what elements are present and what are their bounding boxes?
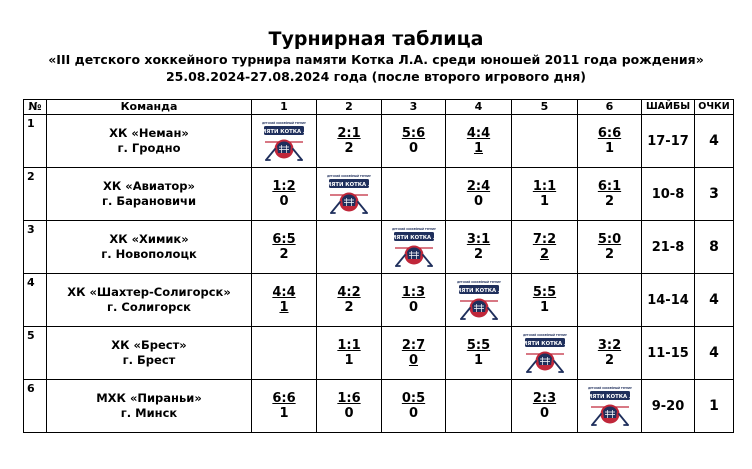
match-score: 0:5 xyxy=(401,391,426,406)
match-result xyxy=(446,338,511,368)
match-cell xyxy=(252,221,317,274)
header-num: № xyxy=(24,100,47,115)
svg-text:ПАМЯТИ КОТКА Л.А.: ПАМЯТИ КОТКА Л.А. xyxy=(446,288,511,294)
table-row xyxy=(24,115,734,168)
team-cell xyxy=(47,327,252,380)
match-result xyxy=(446,232,511,262)
goals-cell: 14-14 xyxy=(642,274,695,327)
match-result xyxy=(317,391,381,421)
match-points: 0 xyxy=(279,194,289,209)
match-cell xyxy=(578,168,642,221)
match-cell xyxy=(578,274,642,327)
row-number: 5 xyxy=(24,327,47,380)
match-score: 1:3 xyxy=(401,285,426,300)
points-cell: 3 xyxy=(695,168,734,221)
match-points: 0 xyxy=(408,141,419,156)
match-cell xyxy=(512,274,578,327)
match-result xyxy=(252,391,316,421)
svg-text:ПАМЯТИ КОТКА Л.А.: ПАМЯТИ КОТКА Л.А. xyxy=(512,341,577,347)
match-points: 0 xyxy=(539,406,550,421)
match-score: 1:1 xyxy=(532,179,557,194)
header-col-2: 2 xyxy=(317,100,382,115)
match-result xyxy=(317,338,381,368)
team-city: г. Барановичи xyxy=(101,194,197,208)
team-name: ХК «Авиатор» xyxy=(103,179,195,193)
match-cell xyxy=(512,380,578,433)
svg-text:ПАМЯТИ КОТКА Л.А.: ПАМЯТИ КОТКА Л.А. xyxy=(577,394,642,400)
match-result xyxy=(512,285,577,315)
team-name: ХК «Химик» xyxy=(109,232,189,246)
self-cell-logo xyxy=(382,221,446,274)
match-result xyxy=(446,179,511,209)
match-points: 1 xyxy=(539,194,550,209)
match-score: 7:2 xyxy=(532,232,557,247)
match-points: 2 xyxy=(604,194,615,209)
svg-text:ДЕТСКИЙ ХОККЕЙНЫЙ ТУРНИР: ДЕТСКИЙ ХОККЕЙНЫЙ ТУРНИР xyxy=(262,122,306,125)
match-result xyxy=(382,126,445,156)
team-cell xyxy=(47,115,252,168)
match-points: 2 xyxy=(473,247,484,262)
match-result xyxy=(317,285,381,315)
match-cell xyxy=(252,168,317,221)
match-result xyxy=(252,179,316,209)
match-score: 1:6 xyxy=(337,391,361,406)
match-cell xyxy=(512,115,578,168)
table-row xyxy=(24,168,734,221)
match-cell xyxy=(446,380,512,433)
match-result xyxy=(252,232,316,262)
match-score: 1:1 xyxy=(337,338,361,353)
header-col-4: 4 xyxy=(446,100,512,115)
table-row xyxy=(24,380,734,433)
match-points: 0 xyxy=(408,406,419,421)
row-number: 3 xyxy=(24,221,47,274)
svg-text:ДЕТСКИЙ ХОККЕЙНЫЙ ТУРНИР: ДЕТСКИЙ ХОККЕЙНЫЙ ТУРНИР xyxy=(587,387,632,390)
match-points: 0 xyxy=(408,300,419,315)
match-score: 3:1 xyxy=(466,232,491,247)
goals-cell: 11-15 xyxy=(642,327,695,380)
match-result xyxy=(512,179,577,209)
match-points: 0 xyxy=(344,406,354,421)
match-result xyxy=(382,285,445,315)
goals-cell: 17-17 xyxy=(642,115,695,168)
match-cell xyxy=(317,274,382,327)
match-points: 1 xyxy=(604,141,615,156)
svg-text:ДЕТСКИЙ ХОККЕЙНЫЙ ТУРНИР: ДЕТСКИЙ ХОККЕЙНЫЙ ТУРНИР xyxy=(522,334,567,337)
team-city: г. Брест xyxy=(122,353,176,367)
self-cell-logo xyxy=(252,115,317,168)
team-cell xyxy=(47,221,252,274)
table-header-row xyxy=(24,100,734,115)
match-score: 2:4 xyxy=(466,179,491,194)
team-cell xyxy=(47,380,252,433)
match-result xyxy=(382,338,445,368)
points-cell: 8 xyxy=(695,221,734,274)
match-score: 4:4 xyxy=(272,285,296,300)
header-col-6: 6 xyxy=(578,100,642,115)
match-cell xyxy=(578,221,642,274)
match-result xyxy=(317,126,381,156)
header-col-3: 3 xyxy=(382,100,446,115)
page-title: Турнирная таблица xyxy=(268,28,484,50)
match-cell xyxy=(382,380,446,433)
match-score: 6:1 xyxy=(597,179,622,194)
goals-cell: 10-8 xyxy=(642,168,695,221)
self-cell-logo xyxy=(578,380,642,433)
team-cell xyxy=(47,168,252,221)
standings-table xyxy=(23,99,734,433)
match-points: 1 xyxy=(473,353,484,368)
row-number: 1 xyxy=(24,115,47,168)
match-cell xyxy=(317,221,382,274)
match-cell xyxy=(252,327,317,380)
match-points: 0 xyxy=(473,194,484,209)
match-result xyxy=(578,338,641,368)
match-score: 6:6 xyxy=(597,126,622,141)
team-city: г. Солигорск xyxy=(107,300,191,314)
match-score: 1:2 xyxy=(272,179,296,194)
match-points: 1 xyxy=(279,300,289,315)
match-points: 2 xyxy=(604,247,615,262)
match-score: 4:2 xyxy=(337,285,361,300)
svg-text:ПАМЯТИ КОТКА Л.А.: ПАМЯТИ КОТКА Л.А. xyxy=(381,235,446,241)
match-cell xyxy=(446,327,512,380)
points-cell: 1 xyxy=(695,380,734,433)
match-score: 2:3 xyxy=(532,391,557,406)
goals-cell: 21-8 xyxy=(642,221,695,274)
row-number: 4 xyxy=(24,274,47,327)
match-cell xyxy=(252,380,317,433)
header-col-1: 1 xyxy=(252,100,317,115)
match-score: 5:5 xyxy=(532,285,557,300)
match-points: 1 xyxy=(539,300,550,315)
match-result xyxy=(446,126,511,156)
tournament-logo-icon xyxy=(512,330,577,376)
match-cell xyxy=(446,115,512,168)
match-score: 5:5 xyxy=(466,338,491,353)
match-cell xyxy=(578,327,642,380)
team-city: г. Новополоцк xyxy=(101,247,197,261)
team-name: ХК «Неман» xyxy=(109,126,189,140)
table-row xyxy=(24,327,734,380)
points-cell: 4 xyxy=(695,327,734,380)
row-number: 6 xyxy=(24,380,47,433)
match-score: 6:6 xyxy=(272,391,296,406)
table-row xyxy=(24,274,734,327)
match-score: 5:6 xyxy=(401,126,426,141)
header-points: ОЧКИ xyxy=(695,100,734,115)
match-points: 2 xyxy=(344,141,354,156)
points-cell: 4 xyxy=(695,115,734,168)
svg-text:ДЕТСКИЙ ХОККЕЙНЫЙ ТУРНИР: ДЕТСКИЙ ХОККЕЙНЫЙ ТУРНИР xyxy=(391,228,436,231)
match-points: 0 xyxy=(408,353,419,368)
tournament-logo-icon xyxy=(446,277,511,323)
match-cell xyxy=(446,221,512,274)
self-cell-logo xyxy=(317,168,382,221)
points-cell: 4 xyxy=(695,274,734,327)
match-cell xyxy=(382,274,446,327)
match-points: 2 xyxy=(604,353,615,368)
match-score: 6:5 xyxy=(272,232,296,247)
match-cell xyxy=(252,274,317,327)
match-score: 4:4 xyxy=(466,126,491,141)
match-points: 2 xyxy=(279,247,289,262)
match-score: 2:7 xyxy=(401,338,426,353)
match-cell xyxy=(512,221,578,274)
svg-text:ДЕТСКИЙ ХОККЕЙНЫЙ ТУРНИР: ДЕТСКИЙ ХОККЕЙНЫЙ ТУРНИР xyxy=(456,281,501,284)
tournament-logo-icon xyxy=(252,118,316,164)
match-cell xyxy=(382,327,446,380)
match-cell xyxy=(382,168,446,221)
match-cell xyxy=(382,115,446,168)
match-cell xyxy=(512,168,578,221)
match-points: 1 xyxy=(279,406,289,421)
header-col-5: 5 xyxy=(512,100,578,115)
match-result xyxy=(578,232,641,262)
svg-text:ПАМЯТИ КОТКА Л.А.: ПАМЯТИ КОТКА Л.А. xyxy=(317,182,381,188)
match-cell xyxy=(317,380,382,433)
match-points: 1 xyxy=(473,141,484,156)
self-cell-logo xyxy=(512,327,578,380)
table-row xyxy=(24,221,734,274)
match-result xyxy=(578,126,641,156)
team-city: г. Гродно xyxy=(117,141,181,155)
self-cell-logo xyxy=(446,274,512,327)
svg-text:ПАМЯТИ КОТКА Л.А.: ПАМЯТИ КОТКА Л.А. xyxy=(252,129,316,135)
tournament-logo-icon xyxy=(577,383,642,429)
match-result xyxy=(252,285,316,315)
tournament-logo-icon xyxy=(317,171,381,217)
match-points: 1 xyxy=(344,353,354,368)
match-result xyxy=(512,391,577,421)
row-number: 2 xyxy=(24,168,47,221)
match-cell xyxy=(446,168,512,221)
match-result xyxy=(382,391,445,421)
team-cell xyxy=(47,274,252,327)
team-name: ХК «Брест» xyxy=(111,338,187,352)
tournament-logo-icon xyxy=(381,224,446,270)
match-score: 2:1 xyxy=(337,126,361,141)
team-name: ХК «Шахтер-Солигорск» xyxy=(67,285,231,299)
match-points: 2 xyxy=(539,247,550,262)
match-score: 5:0 xyxy=(597,232,622,247)
match-score: 3:2 xyxy=(597,338,622,353)
match-result xyxy=(578,179,641,209)
team-city: г. Минск xyxy=(120,406,178,420)
header-goals: ШАЙБЫ xyxy=(642,100,695,115)
match-cell xyxy=(317,327,382,380)
match-cell xyxy=(578,115,642,168)
match-result xyxy=(512,232,577,262)
team-name: МХК «Пираньи» xyxy=(96,391,202,405)
svg-text:ДЕТСКИЙ ХОККЕЙНЫЙ ТУРНИР: ДЕТСКИЙ ХОККЕЙНЫЙ ТУРНИР xyxy=(327,175,371,178)
goals-cell: 9-20 xyxy=(642,380,695,433)
page-dates: 25.08.2024-27.08.2024 года (после второго игрового дня) xyxy=(165,69,587,84)
match-points: 2 xyxy=(344,300,354,315)
match-cell xyxy=(317,115,382,168)
page-subtitle: «III детского хоккейного турнира памяти Котка Л.А. среди юношей 2011 года рождения» xyxy=(48,52,704,67)
header-team: Команда xyxy=(47,100,252,115)
